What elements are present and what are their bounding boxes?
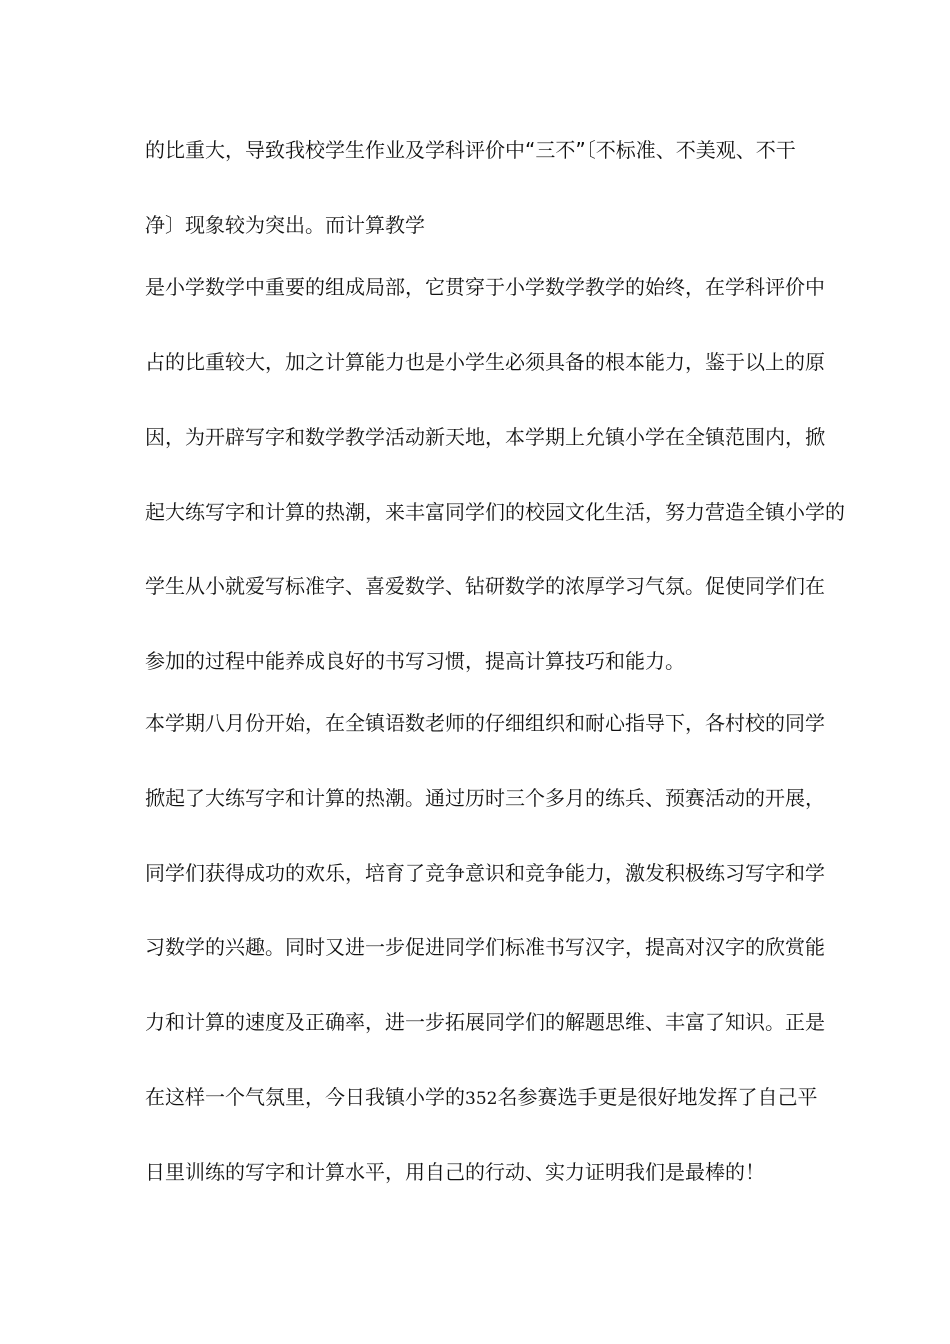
text-line: 本学期八月份开始，在全镇语数老师的仔细组织和耐心指导下，各村校的同学: [145, 711, 825, 735]
text-line: 同学们获得成功的欢乐，培育了竞争意识和竞争能力，激发积极练习写字和学: [145, 861, 825, 885]
text-line: 参加的过程中能养成良好的书写习惯，提高计算技巧和能力。: [145, 649, 685, 673]
participant-count: 352: [465, 1089, 498, 1109]
text-line: 起大练写字和计算的热潮，来丰富同学们的校园文化生活，努力营造全镇小学的: [145, 500, 845, 524]
text-line: 占的比重较大，加之计算能力也是小学生必须具备的根本能力，鉴于以上的原: [145, 350, 825, 374]
text-line: 学生从小就爱写标准字、喜爱数学、钻研数学的浓厚学习气氛。促使同学们在: [145, 574, 825, 598]
text-line: 习数学的兴趣。同时又进一步促进同学们标准书写汉字，提高对汉字的欣赏能: [145, 935, 825, 959]
text-line: [145, 1083, 817, 1113]
text-line: 因，为开辟写字和数学教学活动新天地，本学期上允镇小学在全镇范围内，掀: [145, 425, 825, 449]
text-line: 净〕现象较为突出。而计算教学: [145, 213, 425, 237]
text-line: 的比重大，导致我校学生作业及学科评价中“三不”〔不标准、不美观、不干: [145, 138, 796, 162]
text-segment: 在这样一个气氛里，今日我镇小学的: [145, 1085, 465, 1109]
text-line: 是小学数学中重要的组成局部，它贯穿于小学数学教学的始终，在学科评价中: [145, 275, 825, 299]
text-line: 日里训练的写字和计算水平，用自己的行动、实力证明我们是最棒的！: [145, 1160, 765, 1184]
text-line: 力和计算的速度及正确率，进一步拓展同学们的解题思维、丰富了知识。正是: [145, 1010, 825, 1034]
text-segment: 名参赛选手更是很好地发挥了自己平: [497, 1085, 818, 1109]
text-line: 掀起了大练写字和计算的热潮。通过历时三个多月的练兵、预赛活动的开展，: [145, 786, 825, 810]
